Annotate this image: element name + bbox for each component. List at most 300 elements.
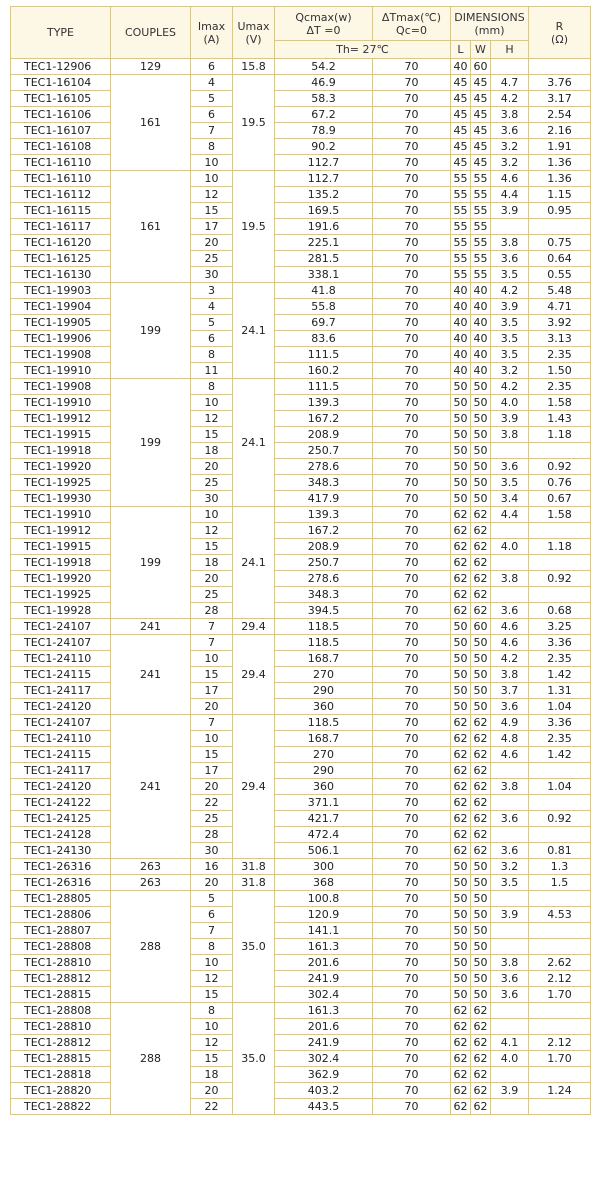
cell-dim-l: 40 xyxy=(451,347,471,363)
cell-type: TEC1-28812 xyxy=(11,971,111,987)
cell-type: TEC1-19905 xyxy=(11,315,111,331)
table-row xyxy=(11,987,591,1003)
cell-dim-l: 62 xyxy=(451,747,471,763)
table-row xyxy=(11,1067,591,1083)
cell-type: TEC1-16107 xyxy=(11,123,111,139)
cell-dim-w: 62 xyxy=(471,539,491,555)
cell-umax: 29.4 xyxy=(233,715,275,859)
cell-type: TEC1-19912 xyxy=(11,411,111,427)
cell-dim-h: 3.8 xyxy=(491,779,529,795)
cell-dim-h: 4.2 xyxy=(491,651,529,667)
cell-dim-h xyxy=(491,1019,529,1035)
header-dtmax xyxy=(373,7,451,41)
cell-qcmax: 120.9 xyxy=(275,907,373,923)
cell-qcmax: 506.1 xyxy=(275,843,373,859)
table-row xyxy=(11,187,591,203)
cell-resistance: 3.17 xyxy=(529,91,591,107)
cell-dtmax: 70 xyxy=(373,907,451,923)
cell-dtmax: 70 xyxy=(373,75,451,91)
cell-dim-h xyxy=(491,587,529,603)
cell-dim-l: 62 xyxy=(451,555,471,571)
header-l: L xyxy=(451,41,471,59)
cell-dim-w: 50 xyxy=(471,683,491,699)
cell-dtmax: 70 xyxy=(373,203,451,219)
cell-qcmax: 270 xyxy=(275,747,373,763)
cell-dim-h: 4.4 xyxy=(491,507,529,523)
cell-qcmax: 300 xyxy=(275,859,373,875)
cell-dtmax: 70 xyxy=(373,747,451,763)
cell-dim-h: 3.8 xyxy=(491,667,529,683)
cell-type: TEC1-19918 xyxy=(11,555,111,571)
cell-imax: 20 xyxy=(191,875,233,891)
cell-umax: 19.5 xyxy=(233,75,275,171)
table-row xyxy=(11,859,591,875)
cell-dim-h: 3.6 xyxy=(491,459,529,475)
cell-dim-w: 50 xyxy=(471,859,491,875)
header-dtmax-label: ΔTmax(℃) xyxy=(381,10,442,24)
cell-imax: 12 xyxy=(191,971,233,987)
cell-dim-w: 45 xyxy=(471,107,491,123)
cell-dim-w: 50 xyxy=(471,651,491,667)
cell-dim-h xyxy=(491,1003,529,1019)
cell-resistance: 3.13 xyxy=(529,331,591,347)
cell-dim-l: 62 xyxy=(451,731,471,747)
cell-imax: 16 xyxy=(191,859,233,875)
table-row xyxy=(11,283,591,299)
cell-resistance: 2.35 xyxy=(529,379,591,395)
cell-dtmax: 70 xyxy=(373,187,451,203)
cell-dim-w: 62 xyxy=(471,715,491,731)
cell-dtmax: 70 xyxy=(373,251,451,267)
cell-dim-l: 50 xyxy=(451,699,471,715)
cell-imax: 17 xyxy=(191,219,233,235)
cell-dim-l: 62 xyxy=(451,507,471,523)
cell-imax: 25 xyxy=(191,251,233,267)
cell-dim-w: 62 xyxy=(471,555,491,571)
cell-imax: 18 xyxy=(191,443,233,459)
table-row xyxy=(11,347,591,363)
cell-imax: 10 xyxy=(191,651,233,667)
cell-qcmax: 443.5 xyxy=(275,1099,373,1115)
cell-imax: 22 xyxy=(191,1099,233,1115)
cell-type: TEC1-28807 xyxy=(11,923,111,939)
cell-type: TEC1-24125 xyxy=(11,811,111,827)
cell-dtmax: 70 xyxy=(373,1019,451,1035)
cell-dtmax: 70 xyxy=(373,955,451,971)
cell-imax: 10 xyxy=(191,955,233,971)
cell-resistance: 0.95 xyxy=(529,203,591,219)
cell-dim-w: 62 xyxy=(471,1003,491,1019)
table-row xyxy=(11,155,591,171)
cell-imax: 10 xyxy=(191,1019,233,1035)
cell-qcmax: 160.2 xyxy=(275,363,373,379)
cell-dtmax: 70 xyxy=(373,107,451,123)
cell-dim-l: 50 xyxy=(451,859,471,875)
cell-resistance xyxy=(529,1067,591,1083)
cell-qcmax: 167.2 xyxy=(275,523,373,539)
cell-qcmax: 290 xyxy=(275,763,373,779)
cell-qcmax: 208.9 xyxy=(275,539,373,555)
cell-dim-w: 50 xyxy=(471,987,491,1003)
cell-imax: 8 xyxy=(191,379,233,395)
cell-dim-h xyxy=(491,59,529,75)
cell-dim-l: 50 xyxy=(451,395,471,411)
cell-qcmax: 41.8 xyxy=(275,283,373,299)
cell-imax: 11 xyxy=(191,363,233,379)
cell-imax: 22 xyxy=(191,795,233,811)
cell-resistance: 1.18 xyxy=(529,539,591,555)
cell-dim-h xyxy=(491,827,529,843)
cell-dim-w: 55 xyxy=(471,203,491,219)
cell-dim-h: 3.8 xyxy=(491,107,529,123)
cell-dim-w: 50 xyxy=(471,907,491,923)
cell-dim-w: 50 xyxy=(471,971,491,987)
cell-dim-h: 4.0 xyxy=(491,539,529,555)
cell-resistance xyxy=(529,219,591,235)
table-row xyxy=(11,779,591,795)
cell-qcmax: 78.9 xyxy=(275,123,373,139)
cell-type: TEC1-24130 xyxy=(11,843,111,859)
cell-dim-h: 3.6 xyxy=(491,251,529,267)
cell-dim-w: 62 xyxy=(471,747,491,763)
table-row xyxy=(11,267,591,283)
cell-dim-w: 62 xyxy=(471,811,491,827)
cell-dim-w: 50 xyxy=(471,635,491,651)
cell-dim-l: 50 xyxy=(451,923,471,939)
header-dimensions-unit: (mm) xyxy=(474,23,505,37)
cell-resistance: 0.92 xyxy=(529,571,591,587)
cell-dim-w: 62 xyxy=(471,1019,491,1035)
cell-dtmax: 70 xyxy=(373,1003,451,1019)
cell-dtmax: 70 xyxy=(373,363,451,379)
cell-umax: 24.1 xyxy=(233,283,275,379)
cell-imax: 28 xyxy=(191,603,233,619)
cell-imax: 20 xyxy=(191,235,233,251)
cell-dim-h xyxy=(491,523,529,539)
cell-dtmax: 70 xyxy=(373,635,451,651)
cell-dim-l: 62 xyxy=(451,1051,471,1067)
cell-resistance: 2.62 xyxy=(529,955,591,971)
cell-dim-l: 55 xyxy=(451,267,471,283)
cell-resistance xyxy=(529,939,591,955)
cell-qcmax: 360 xyxy=(275,779,373,795)
header-imax-label: Imax xyxy=(197,19,226,33)
cell-imax: 10 xyxy=(191,395,233,411)
cell-resistance: 4.53 xyxy=(529,907,591,923)
cell-couples: 199 xyxy=(111,507,191,619)
cell-qcmax: 281.5 xyxy=(275,251,373,267)
cell-imax: 7 xyxy=(191,715,233,731)
cell-dim-h: 4.6 xyxy=(491,171,529,187)
cell-dim-h: 3.9 xyxy=(491,411,529,427)
cell-dim-l: 62 xyxy=(451,587,471,603)
cell-type: TEC1-24107 xyxy=(11,619,111,635)
cell-dim-w: 62 xyxy=(471,571,491,587)
cell-qcmax: 83.6 xyxy=(275,331,373,347)
cell-imax: 12 xyxy=(191,187,233,203)
header-type: TYPE xyxy=(11,7,111,59)
cell-type: TEC1-24107 xyxy=(11,635,111,651)
cell-couples: 161 xyxy=(111,171,191,283)
cell-type: TEC1-16106 xyxy=(11,107,111,123)
cell-dim-l: 50 xyxy=(451,427,471,443)
cell-type: TEC1-19912 xyxy=(11,523,111,539)
cell-dim-w: 40 xyxy=(471,347,491,363)
cell-type: TEC1-19910 xyxy=(11,507,111,523)
cell-qcmax: 421.7 xyxy=(275,811,373,827)
cell-dim-w: 62 xyxy=(471,779,491,795)
cell-resistance: 3.36 xyxy=(529,715,591,731)
cell-resistance: 1.5 xyxy=(529,875,591,891)
table-row xyxy=(11,811,591,827)
cell-dim-l: 45 xyxy=(451,139,471,155)
table-row xyxy=(11,971,591,987)
table-row xyxy=(11,331,591,347)
cell-couples: 288 xyxy=(111,1003,191,1115)
table-row xyxy=(11,795,591,811)
cell-dim-w: 62 xyxy=(471,827,491,843)
cell-dim-w: 45 xyxy=(471,75,491,91)
cell-qcmax: 302.4 xyxy=(275,1051,373,1067)
table-row xyxy=(11,411,591,427)
cell-resistance: 1.18 xyxy=(529,427,591,443)
cell-dtmax: 70 xyxy=(373,219,451,235)
table-row xyxy=(11,1019,591,1035)
cell-dtmax: 70 xyxy=(373,1051,451,1067)
cell-resistance: 2.16 xyxy=(529,123,591,139)
cell-dim-w: 62 xyxy=(471,731,491,747)
cell-couples: 241 xyxy=(111,715,191,859)
cell-type: TEC1-16120 xyxy=(11,235,111,251)
table-row xyxy=(11,475,591,491)
cell-qcmax: 161.3 xyxy=(275,939,373,955)
cell-dim-h: 3.2 xyxy=(491,859,529,875)
cell-type: TEC1-19910 xyxy=(11,395,111,411)
cell-resistance xyxy=(529,555,591,571)
cell-dim-h: 3.5 xyxy=(491,475,529,491)
cell-dim-w: 55 xyxy=(471,171,491,187)
header-umax-unit: (V) xyxy=(245,32,262,46)
table-row xyxy=(11,699,591,715)
cell-dim-l: 55 xyxy=(451,235,471,251)
table-row xyxy=(11,635,591,651)
cell-resistance: 4.71 xyxy=(529,299,591,315)
cell-qcmax: 290 xyxy=(275,683,373,699)
cell-dim-w: 45 xyxy=(471,139,491,155)
cell-dtmax: 70 xyxy=(373,731,451,747)
cell-type: TEC1-19920 xyxy=(11,459,111,475)
table-row xyxy=(11,715,591,731)
cell-imax: 15 xyxy=(191,987,233,1003)
cell-dim-w: 50 xyxy=(471,955,491,971)
cell-imax: 12 xyxy=(191,523,233,539)
cell-type: TEC1-24107 xyxy=(11,715,111,731)
cell-resistance: 0.92 xyxy=(529,459,591,475)
cell-dim-h: 3.2 xyxy=(491,155,529,171)
cell-imax: 12 xyxy=(191,1035,233,1051)
cell-umax: 31.8 xyxy=(233,859,275,875)
cell-qcmax: 139.3 xyxy=(275,395,373,411)
cell-type: TEC1-26316 xyxy=(11,859,111,875)
cell-dtmax: 70 xyxy=(373,123,451,139)
cell-dim-l: 50 xyxy=(451,379,471,395)
cell-dtmax: 70 xyxy=(373,379,451,395)
cell-dtmax: 70 xyxy=(373,155,451,171)
cell-dim-w: 40 xyxy=(471,299,491,315)
cell-dim-l: 55 xyxy=(451,171,471,187)
cell-dim-h: 3.6 xyxy=(491,123,529,139)
cell-dim-l: 62 xyxy=(451,827,471,843)
cell-dim-w: 40 xyxy=(471,331,491,347)
cell-dtmax: 70 xyxy=(373,1035,451,1051)
cell-dim-l: 40 xyxy=(451,363,471,379)
header-dimensions-label: DIMENSIONS xyxy=(454,10,525,24)
cell-dim-w: 50 xyxy=(471,395,491,411)
cell-dtmax: 70 xyxy=(373,491,451,507)
table-row xyxy=(11,747,591,763)
cell-dtmax: 70 xyxy=(373,843,451,859)
cell-dtmax: 70 xyxy=(373,299,451,315)
cell-resistance: 0.81 xyxy=(529,843,591,859)
cell-type: TEC1-19910 xyxy=(11,363,111,379)
cell-dtmax: 70 xyxy=(373,411,451,427)
cell-dim-l: 62 xyxy=(451,763,471,779)
cell-type: TEC1-16130 xyxy=(11,267,111,283)
cell-imax: 15 xyxy=(191,203,233,219)
cell-resistance: 1.42 xyxy=(529,667,591,683)
cell-dim-h: 4.6 xyxy=(491,747,529,763)
cell-resistance xyxy=(529,795,591,811)
cell-imax: 6 xyxy=(191,107,233,123)
cell-resistance: 0.68 xyxy=(529,603,591,619)
cell-imax: 3 xyxy=(191,283,233,299)
cell-imax: 5 xyxy=(191,891,233,907)
cell-dtmax: 70 xyxy=(373,315,451,331)
cell-resistance: 1.04 xyxy=(529,779,591,795)
cell-type: TEC1-28808 xyxy=(11,1003,111,1019)
table-body xyxy=(11,59,591,1115)
cell-dim-l: 50 xyxy=(451,683,471,699)
cell-resistance: 1.43 xyxy=(529,411,591,427)
table-row xyxy=(11,507,591,523)
cell-dim-h xyxy=(491,219,529,235)
cell-dim-w: 50 xyxy=(471,875,491,891)
cell-dim-l: 55 xyxy=(451,251,471,267)
cell-type: TEC1-16105 xyxy=(11,91,111,107)
table-row xyxy=(11,923,591,939)
cell-dtmax: 70 xyxy=(373,1083,451,1099)
cell-dtmax: 70 xyxy=(373,523,451,539)
header-dimensions xyxy=(451,7,529,41)
cell-dim-w: 55 xyxy=(471,219,491,235)
cell-qcmax: 270 xyxy=(275,667,373,683)
cell-qcmax: 112.7 xyxy=(275,171,373,187)
cell-qcmax: 394.5 xyxy=(275,603,373,619)
header-dtmax-condition: Qc=0 xyxy=(396,23,427,37)
cell-dim-l: 40 xyxy=(451,59,471,75)
cell-type: TEC1-16115 xyxy=(11,203,111,219)
cell-dim-w: 50 xyxy=(471,667,491,683)
tec-spec-table xyxy=(10,6,591,1115)
table-row xyxy=(11,443,591,459)
cell-resistance: 1.42 xyxy=(529,747,591,763)
cell-dim-l: 50 xyxy=(451,987,471,1003)
cell-qcmax: 112.7 xyxy=(275,155,373,171)
cell-dim-w: 45 xyxy=(471,155,491,171)
cell-qcmax: 161.3 xyxy=(275,1003,373,1019)
table-row xyxy=(11,203,591,219)
cell-imax: 30 xyxy=(191,843,233,859)
cell-type: TEC1-24110 xyxy=(11,651,111,667)
cell-dim-h: 3.2 xyxy=(491,363,529,379)
cell-type: TEC1-19915 xyxy=(11,427,111,443)
cell-dim-h: 3.5 xyxy=(491,347,529,363)
table-row xyxy=(11,555,591,571)
cell-resistance: 1.36 xyxy=(529,155,591,171)
cell-couples: 241 xyxy=(111,619,191,635)
cell-type: TEC1-19908 xyxy=(11,347,111,363)
cell-resistance: 1.15 xyxy=(529,187,591,203)
cell-dim-l: 50 xyxy=(451,875,471,891)
cell-dim-h: 3.9 xyxy=(491,907,529,923)
cell-resistance xyxy=(529,587,591,603)
cell-imax: 15 xyxy=(191,427,233,443)
cell-qcmax: 338.1 xyxy=(275,267,373,283)
cell-dim-h: 4.2 xyxy=(491,283,529,299)
cell-type: TEC1-24115 xyxy=(11,747,111,763)
table-row xyxy=(11,523,591,539)
cell-resistance: 2.35 xyxy=(529,347,591,363)
cell-qcmax: 69.7 xyxy=(275,315,373,331)
cell-dtmax: 70 xyxy=(373,1067,451,1083)
cell-dtmax: 70 xyxy=(373,395,451,411)
table-row xyxy=(11,1035,591,1051)
cell-imax: 15 xyxy=(191,539,233,555)
cell-dim-l: 50 xyxy=(451,891,471,907)
cell-couples: 241 xyxy=(111,635,191,715)
cell-imax: 17 xyxy=(191,763,233,779)
cell-resistance: 1.91 xyxy=(529,139,591,155)
cell-qcmax: 348.3 xyxy=(275,475,373,491)
cell-dim-w: 62 xyxy=(471,603,491,619)
table-row xyxy=(11,395,591,411)
cell-type: TEC1-26316 xyxy=(11,875,111,891)
cell-dtmax: 70 xyxy=(373,507,451,523)
cell-dim-w: 62 xyxy=(471,1083,491,1099)
table-row xyxy=(11,171,591,187)
cell-imax: 5 xyxy=(191,315,233,331)
cell-dim-h: 4.9 xyxy=(491,715,529,731)
cell-qcmax: 368 xyxy=(275,875,373,891)
cell-dim-l: 50 xyxy=(451,939,471,955)
table-row xyxy=(11,603,591,619)
cell-resistance: 1.70 xyxy=(529,987,591,1003)
cell-imax: 6 xyxy=(191,59,233,75)
cell-dim-w: 50 xyxy=(471,939,491,955)
cell-qcmax: 55.8 xyxy=(275,299,373,315)
cell-type: TEC1-16112 xyxy=(11,187,111,203)
cell-dim-h xyxy=(491,795,529,811)
cell-dtmax: 70 xyxy=(373,779,451,795)
cell-resistance: 1.31 xyxy=(529,683,591,699)
cell-imax: 30 xyxy=(191,267,233,283)
header-umax xyxy=(233,7,275,59)
header-couples: COUPLES xyxy=(111,7,191,59)
table-row xyxy=(11,459,591,475)
cell-dim-h xyxy=(491,923,529,939)
cell-dim-h: 4.0 xyxy=(491,395,529,411)
cell-resistance xyxy=(529,923,591,939)
